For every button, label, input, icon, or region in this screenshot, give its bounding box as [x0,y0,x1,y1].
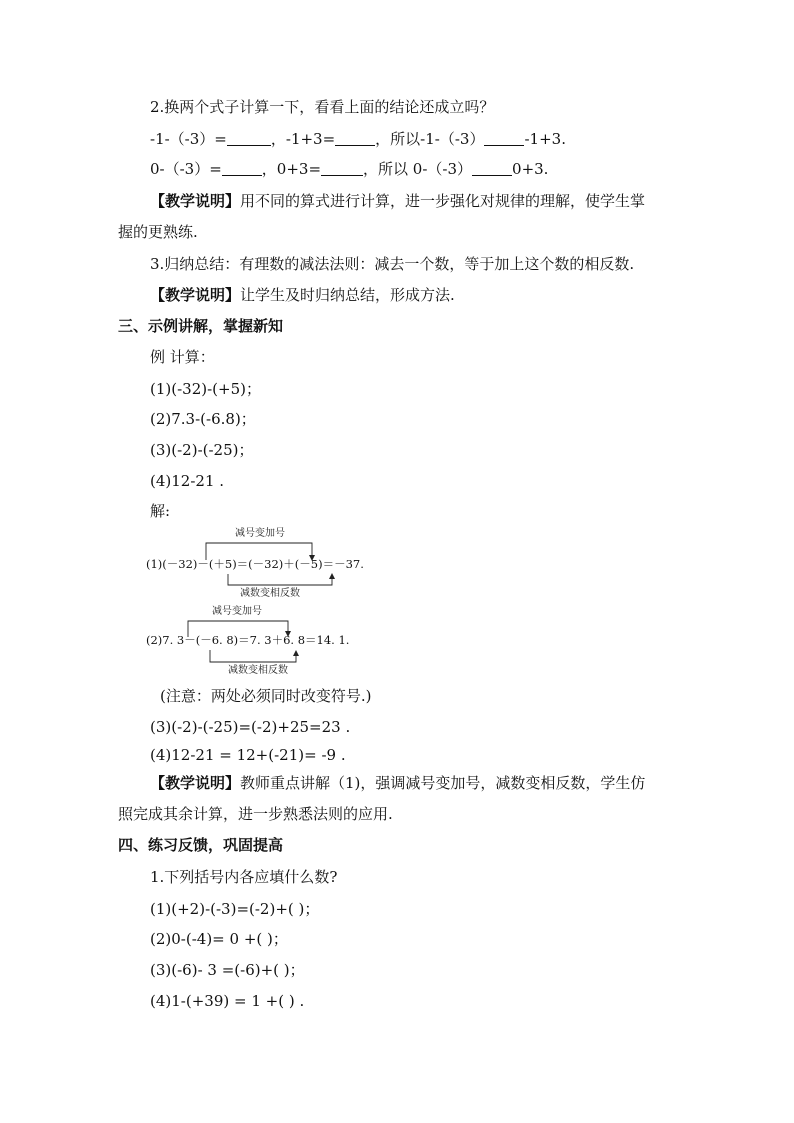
q2b-part4: 0+3. [512,160,549,178]
answer-blank[interactable] [472,161,512,176]
diagram-2-bottom-label: 减数变相反数 [228,665,288,676]
note-text: 教师重点讲解（1)，强调减号变加号，减数变相反数，学生仿 [240,774,646,792]
question-2-line-b [150,159,548,179]
arrow-up-icon [329,573,335,579]
diagram-1 [140,524,410,598]
diagram-2 [140,602,410,678]
subtraction-rule: 3.归纳总结：有理数的减法法则：减去一个数，等于加上这个数的相反数. [150,255,635,273]
diagram-1-bottom-label: 减数变相反数 [240,588,300,598]
example-item-3: (3)(-2)-(-25)； [150,441,254,459]
note-tag: 【教学说明】 [150,286,241,304]
diagram-1-top-label: 减号变加号 [235,528,285,539]
question-2-line-a [150,129,566,149]
answer-blank[interactable] [484,131,524,146]
note-tag: 【教学说明】 [150,192,241,210]
note-text: 让学生及时归纳总结，形成方法. [240,286,455,304]
practice-item-4: (4)1-(+39) = 1 +( ) . [150,992,305,1010]
teaching-note-1 [150,191,645,211]
answer-blank[interactable] [321,161,363,176]
section-4-heading: 四、练习反馈，巩固提高 [118,836,284,854]
diagram-2-expression: (2)7. 3－(－6. 8)＝7. 3＋6. 8＝14. 1. [146,633,350,647]
teaching-note-3 [150,773,645,793]
practice-question-1: 1.下列括号内各应填什么数? [150,868,338,886]
practice-item-1: (1)(+2)-(-3)=(-2)+( )； [150,900,320,918]
solution-4: (4)12-21 = 12+(-21)= -9 . [150,746,346,764]
diagram-2-bottom-bracket [210,650,296,662]
teaching-note-2 [150,285,455,305]
note-text: 用不同的算式进行计算，进一步强化对规律的理解，使学生掌 [240,192,646,210]
example-item-4: (4)12-21 . [150,472,225,490]
solution-label: 解: [150,502,171,520]
q2b-part3: ，所以 0-（-3） [363,160,473,178]
teaching-note-1-cont: 握的更熟练. [118,223,198,241]
question-2: 2.换两个式子计算一下，看看上面的结论还成立吗？ [150,98,495,116]
diagram-1-bottom-bracket [228,574,332,585]
diagram-1-expression: (1)(－32)－(＋5)＝(－32)＋(－5)＝－37. [146,557,364,571]
q2b-part1: 0-（-3）= [150,160,222,178]
answer-blank[interactable] [222,161,262,176]
q2a-part2: ，-1+3= [270,130,336,148]
diagram-2-top-label: 减号变加号 [212,606,262,617]
answer-blank[interactable] [335,131,375,146]
example-item-1: (1)(-32)-(+5)； [150,380,261,398]
example-item-2: (2)7.3-(-6.8)； [150,410,256,428]
arrow-up-icon [293,650,299,656]
note-tag: 【教学说明】 [150,774,241,792]
q2b-part2: ，0+3= [261,160,322,178]
attention-note: (注意：两处必须同时改变符号.) [160,687,372,705]
teaching-note-3-cont: 照完成其余计算，进一步熟悉法则的应用. [118,805,393,823]
section-3-heading: 三、示例讲解，掌握新知 [118,317,284,335]
practice-item-3: (3)(-6)- 3 =(-6)+( )； [150,961,305,979]
q2a-part1: -1-（-3）= [150,130,227,148]
q2a-part3: ，所以-1-（-3） [375,130,485,148]
example-intro: 例 计算： [150,348,215,366]
practice-item-2: (2)0-(-4)= 0 +( )； [150,930,288,948]
answer-blank[interactable] [227,131,271,146]
q2a-part4: -1+3. [524,130,566,148]
solution-3: (3)(-2)-(-25)=(-2)+25=23 . [150,718,351,736]
